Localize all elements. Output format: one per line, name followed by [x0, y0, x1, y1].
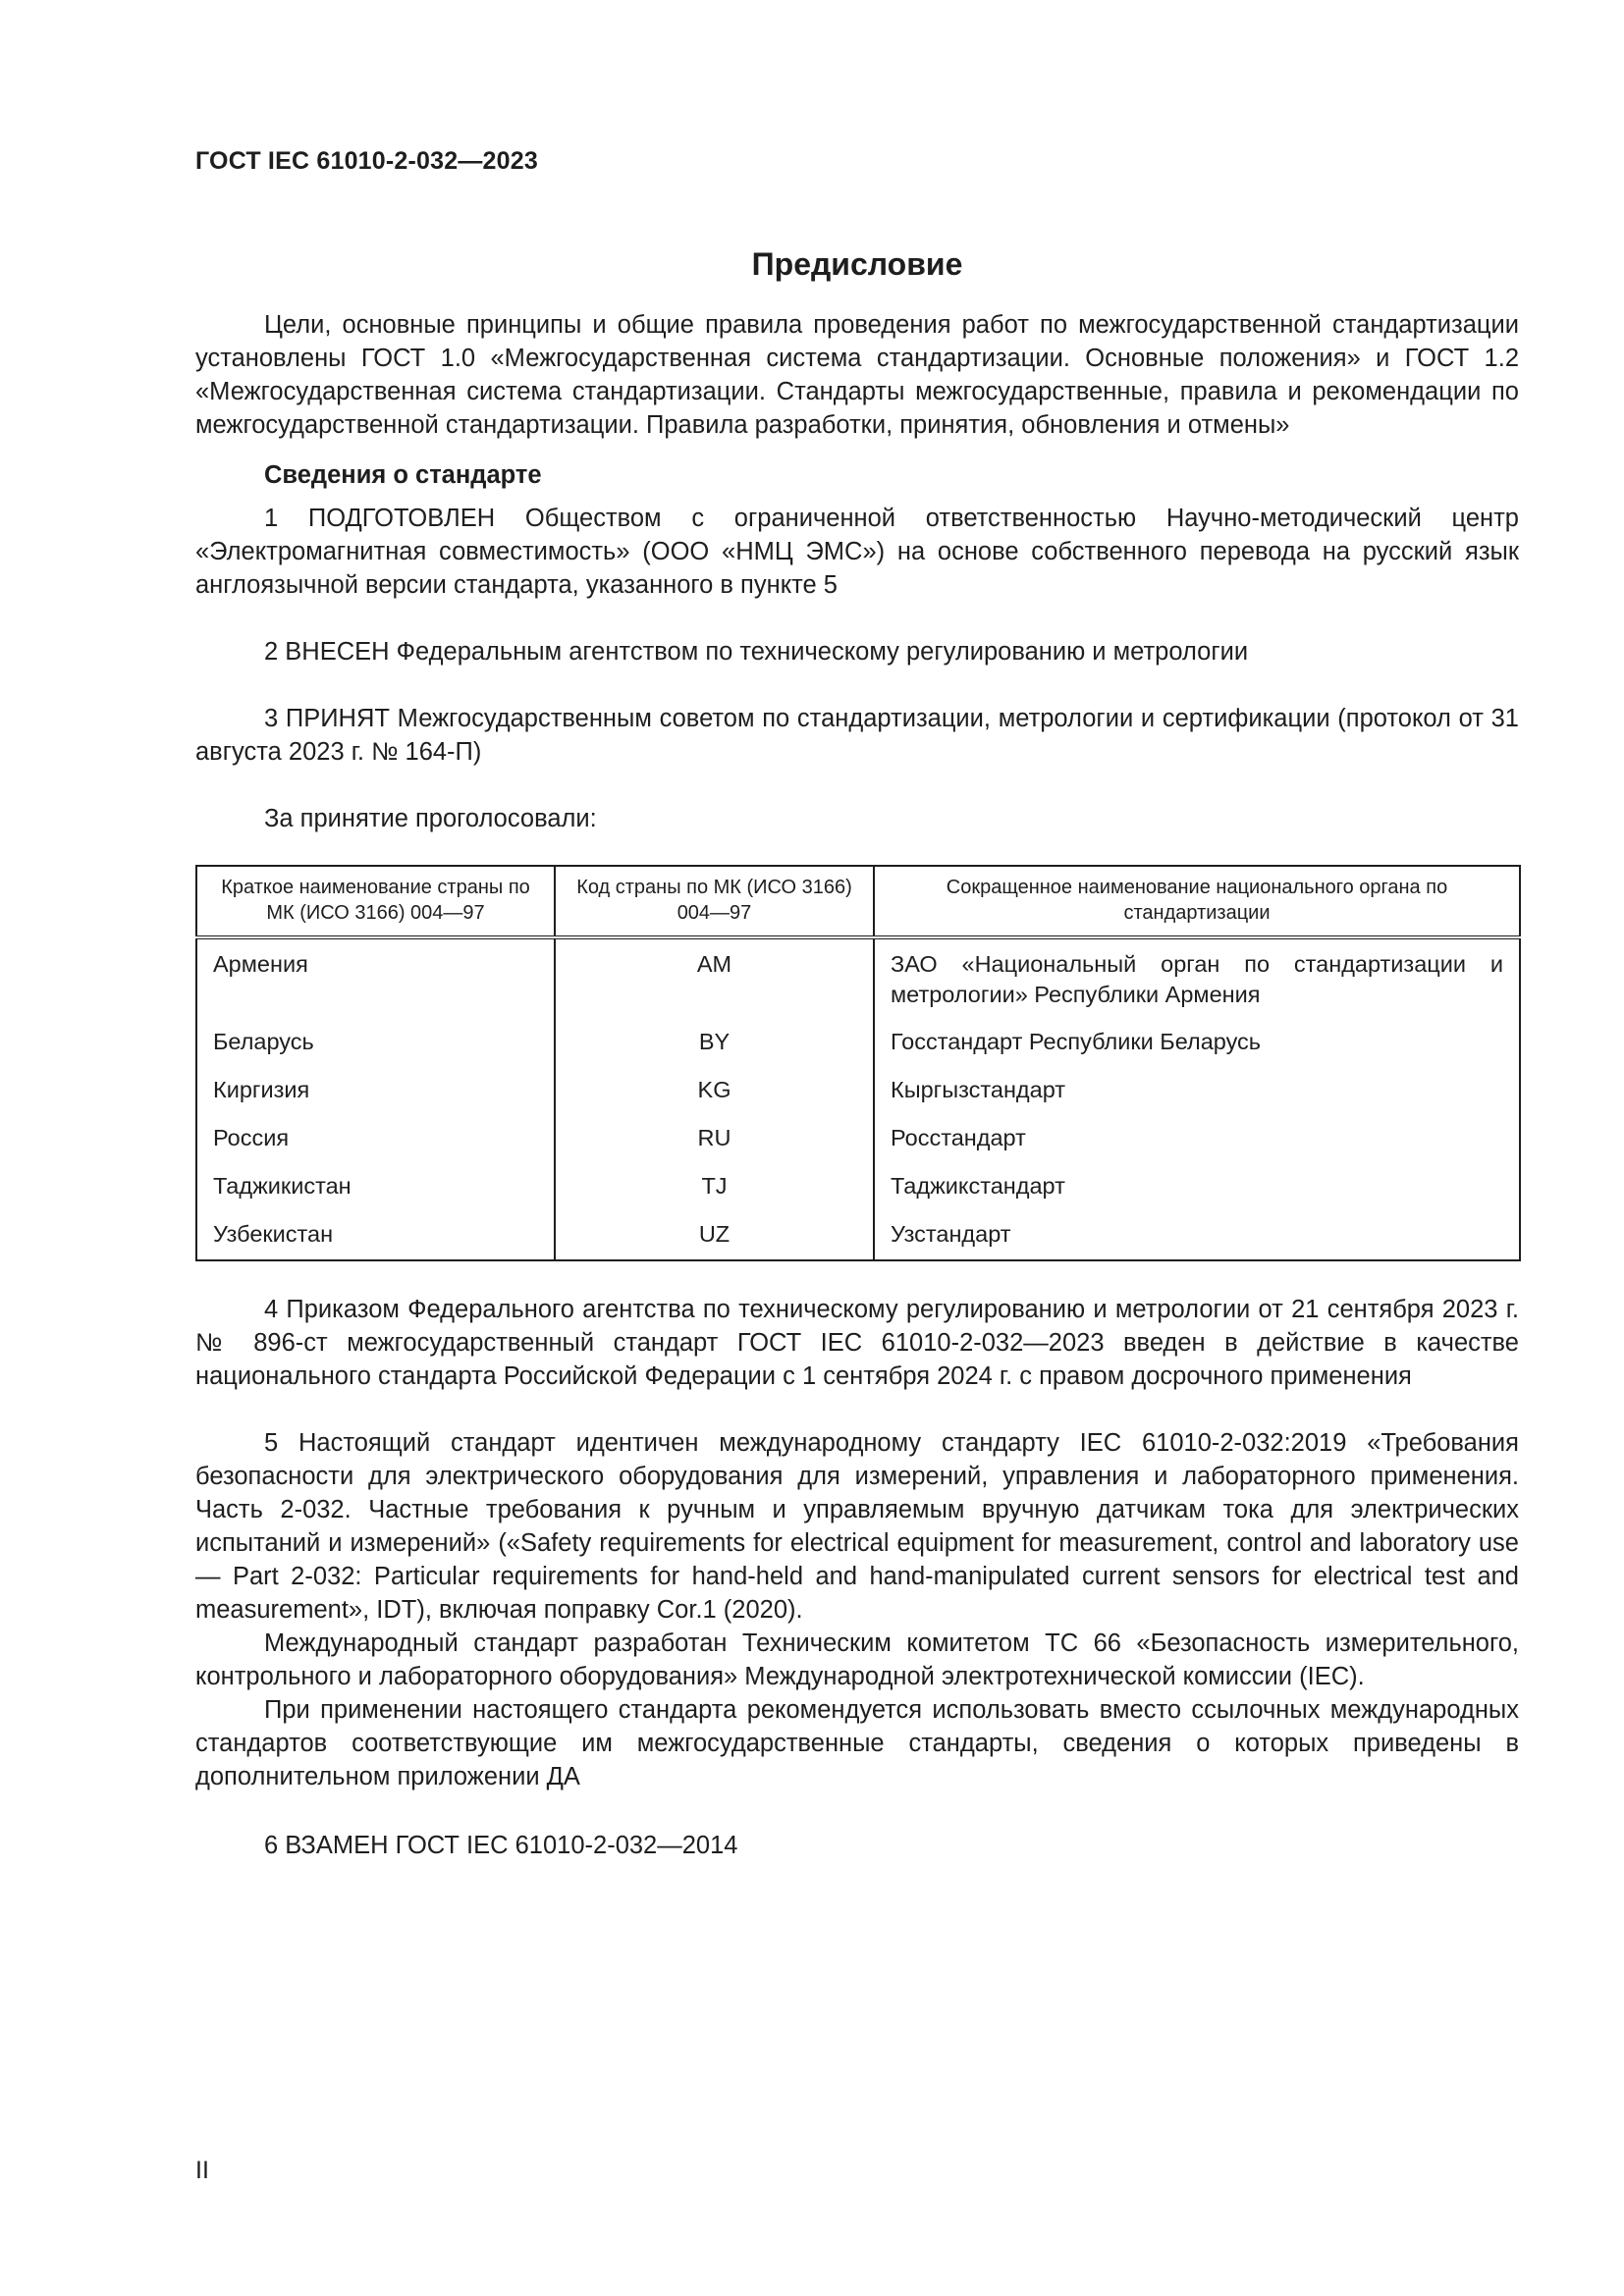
- cell-code: UZ: [555, 1210, 874, 1260]
- item-3-paragraph: 3 ПРИНЯТ Межгосударственным советом по стандартизации, метрологии и сертификации (протокол от 31 августа 2023 г. № 164-П): [195, 705, 1519, 766]
- cell-country: Беларусь: [196, 1018, 555, 1066]
- section-subheading: Сведения о стандарте: [264, 461, 542, 489]
- header-national-body: Сокращенное наименование национального органа по стандартизации: [874, 866, 1520, 937]
- table-row: [196, 1066, 1520, 1114]
- item-5-paragraph: 5 Настоящий стандарт идентичен международному стандарту IEC 61010-2-032:2019 «Требования безопасности для электрического оборудования для измерений, управления и лабораторного применения. Часть 2-032. Частные требования к ручным и управляемым вручную датчикам тока для электрических испытаний и измерений» («Safety requirements for electrical equipment for measurement, control and laboratory use — Part 2-032: Particular requirements for hand-held and hand-manipulated current sensors for electrical test and measurement», IDT), включая поправку Cor.1 (2020).: [195, 1429, 1519, 1624]
- cell-org: Узстандарт: [874, 1210, 1520, 1260]
- document-page: [195, 147, 1519, 1862]
- cell-code: AM: [555, 937, 874, 1018]
- cell-country: Армения: [196, 937, 555, 1018]
- page-number: II: [195, 2157, 209, 2184]
- table-row: [196, 1162, 1520, 1210]
- table-row: [196, 1018, 1520, 1066]
- cell-code: TJ: [555, 1162, 874, 1210]
- cell-org: Кыргызстандарт: [874, 1066, 1520, 1114]
- cell-code: RU: [555, 1114, 874, 1162]
- cell-country: Россия: [196, 1114, 555, 1162]
- item-5-references-paragraph: При применении настоящего стандарта рекомендуется использовать вместо ссылочных международных стандартов соответствующие им межгосударственные стандарты, сведения о которых приведены в дополнительном приложении ДА: [195, 1696, 1519, 1790]
- cell-org: Таджикстандарт: [874, 1162, 1520, 1210]
- document-code: ГОСТ IEC 61010-2-032—2023: [195, 147, 538, 175]
- cell-org: Госстандарт Республики Беларусь: [874, 1018, 1520, 1066]
- cell-country: Киргизия: [196, 1066, 555, 1114]
- cell-country: Узбекистан: [196, 1210, 555, 1260]
- cell-country: Таджикистан: [196, 1162, 555, 1210]
- table-row: [196, 1210, 1520, 1260]
- item-4-paragraph: 4 Приказом Федерального агентства по техническому регулированию и метрологии от 21 сентября 2023 г. № 896-ст межгосударственный стандарт ГОСТ IEC 61010-2-032—2023 введен в действие в качестве национального стандарта Российской Федерации с 1 сентября 2024 г. с правом досрочного применения: [195, 1296, 1519, 1390]
- header-country-code: Код страны по МК (ИСО 3166) 004—97: [555, 866, 874, 937]
- item-1-paragraph: 1 ПОДГОТОВЛЕН Обществом с ограниченной ответственностью Научно-методический центр «Электромагнитная совместимость» (ООО «НМЦ ЭМС») на основе собственного перевода на русский язык англоязычной версии стандарта, указанного в пункте 5: [195, 505, 1519, 599]
- voting-countries-table: [195, 865, 1521, 1261]
- cell-code: BY: [555, 1018, 874, 1066]
- page-title: Предисловие: [751, 246, 963, 282]
- item-6-paragraph: 6 ВЗАМЕН ГОСТ IEC 61010-2-032—2014: [264, 1832, 738, 1859]
- table-row: [196, 1114, 1520, 1162]
- cell-code: KG: [555, 1066, 874, 1114]
- table-row: [196, 937, 1520, 1018]
- table-header-row: [196, 866, 1520, 937]
- cell-org: ЗАО «Национальный орган по стандартизации и метрологии» Республики Армения: [874, 937, 1520, 1018]
- header-country-name: Краткое наименование страны по МК (ИСО 3166) 004—97: [196, 866, 555, 937]
- item-5-committee-paragraph: Международный стандарт разработан Техническим комитетом TC 66 «Безопасность измерительного, контрольного и лабораторного оборудования» Международной электротехнической комиссии (IEC).: [195, 1629, 1519, 1690]
- vote-intro: За принятие проголосовали:: [264, 805, 597, 832]
- intro-paragraph: Цели, основные принципы и общие правила проведения работ по межгосударственной стандартизации установлены ГОСТ 1.0 «Межгосударственная система стандартизации. Основные положения» и ГОСТ 1.2 «Межгосударственная система стандартизации. Стандарты межгосударственные, правила и рекомендации по межгосударственной стандартизации. Правила разработки, принятия, обновления и отмены»: [195, 311, 1519, 439]
- cell-org: Росстандарт: [874, 1114, 1520, 1162]
- item-2-paragraph: 2 ВНЕСЕН Федеральным агентством по техническому регулированию и метрологии: [264, 638, 1249, 666]
